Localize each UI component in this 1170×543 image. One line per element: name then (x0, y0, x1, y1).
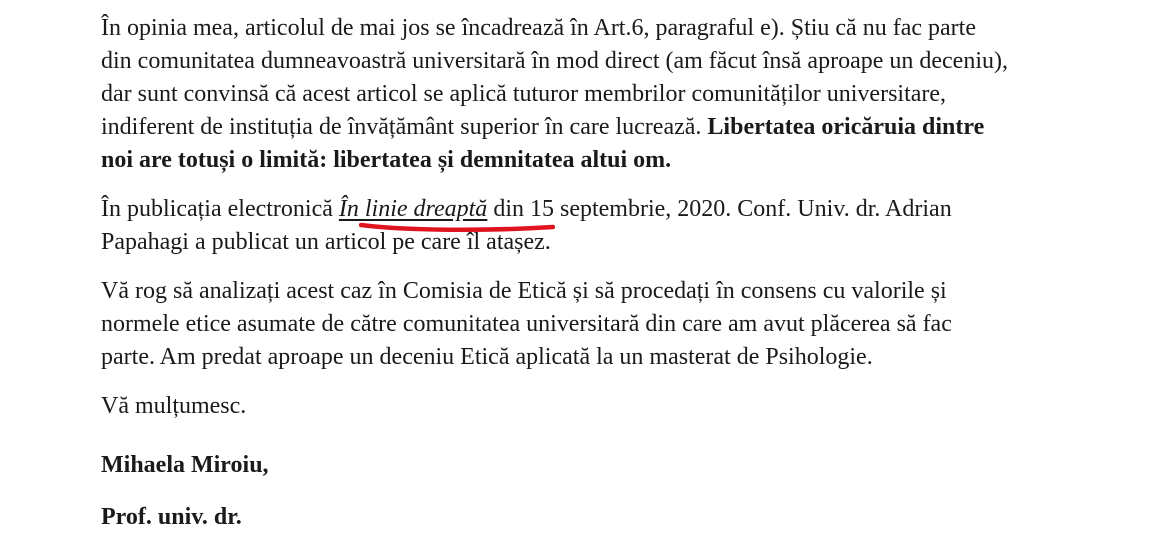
text-segment: din 15 septembrie, 2020. Conf. Univ. dr. Adrian (487, 196, 952, 222)
text-line (101, 193, 1151, 226)
red-underline-stroke (361, 225, 553, 230)
text-line: parte. Am predat aproape un deceniu Etică aplicată la un masterat de Psihologie. (101, 344, 873, 370)
text-line (101, 111, 1151, 144)
paragraph-publication (101, 193, 1151, 259)
document-body (101, 12, 1151, 543)
text-line: În opinia mea, articolul de mai jos se încadrează în Art.6, paragraful e). Știu că nu fac parte (101, 15, 976, 41)
text-line: Vă rog să analizați acest caz în Comisia de Etică și să procedați în consens cu valorile și (101, 278, 947, 304)
text-line: din comunitatea dumneavoastră universitară în mod direct (am făcut însă aproape un deceniu), (101, 48, 1008, 74)
text-line: normele etice asumate de către comunitatea universitară din care am avut plăcerea să fac (101, 311, 952, 337)
bold-text-line: noi are totuși o limită: libertatea și demnitatea altui om. (101, 147, 672, 173)
red-underline-annotation (359, 220, 555, 234)
text-segment: indiferent de instituția de învățământ superior în care lucrează. (101, 114, 708, 140)
text-line: dar sunt convinsă că acest articol se aplică tuturor membrilor comunităților universitare, (101, 81, 947, 107)
text-line: Papahagi a publicat un articol pe care îl atașez. (101, 229, 551, 255)
paragraph-opinion (101, 12, 1151, 177)
text-segment: În publicația electronică (101, 196, 339, 222)
signature-name: Mihaela Miroiu, (101, 452, 269, 478)
paragraph-request (101, 275, 1151, 374)
closing-text: Vă mulțumesc. (101, 393, 247, 419)
publication-title: În linie dreaptă (338, 196, 488, 222)
bold-text-segment: Libertatea oricăruia dintre (707, 114, 985, 140)
signature-title: Prof. univ. dr. (101, 504, 242, 530)
